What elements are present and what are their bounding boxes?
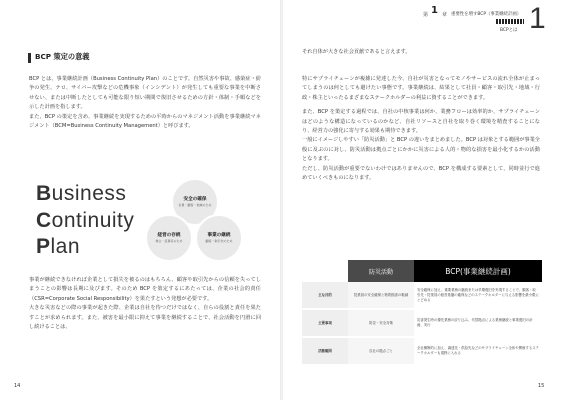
venn-subtitle: 顧客・取引先のため <box>205 239 233 243</box>
paragraph: また、BCP を策定する過程では、自社の中核事業は何か、業務フローは効率的か、サプライチェーンはどのような構造になっているのかなど、自社リソースと自社を取り巻く環境を精査することになり、経営力の強化に寄与する効果も期待できます。 <box>302 109 540 135</box>
bcp-word-continuity: Continuity <box>36 209 135 232</box>
chapter-stripe-decoration <box>496 19 524 24</box>
section-title: BCP 策定の意義 <box>35 52 90 61</box>
page-number-left: 14 <box>14 383 21 389</box>
left-closing-text <box>29 276 261 332</box>
comparison-table <box>302 260 542 364</box>
paragraph: 一般にイメージしやすい「防災活動」と BCP の違いをまとめました。BCP は対象とする範囲が事業全般に及ぶのに対し、防災活動は拠点ごとにかかに災害による人的・物的な損害を最小化するかの活動となります。 <box>302 137 540 163</box>
table-cell: 従業員の安全確保と物的損害の軽減 <box>348 282 414 309</box>
table-cell: 全社横断的に加え、調達先・供給先などのサプライチェーン全体や関係するステークホルダーも視野に入れる <box>414 337 542 364</box>
chapter-suffix: 章 <box>442 12 448 18</box>
bcp-word-business: Business <box>36 182 127 205</box>
paragraph: BCP とは、事業継続計画（Business Continuity Plan）のことです。自然災害や事故、感染症・紛争の発生、テロ、サイバー攻撃などの危機事象（インシデント）が発生しても重要な事業を中断させない、または中断したとしても可能な限り短い期間で復旧させるための方針・体制・手順などを示した計画を指します。 <box>29 76 261 111</box>
right-continuation-text <box>302 48 540 57</box>
table-cell: 災害発生時の優先業務の絞り込み、代替拠点による業務継続と事業復旧の計画、実行 <box>414 309 542 337</box>
chapter-prefix: 第 <box>423 12 429 18</box>
paragraph: 大きな災害などの際の事業が起きた際、企業は自社を待つだけではなく、自らの役割と責任を果たすことが求められます。また、被害を最小限に抑えて事業を継続することで、社会活動を円滑に回し続けることは、 <box>29 305 261 331</box>
paragraph: 特にサプライチェーンが複雑に発達した今、自社が災害となってモノやサービスの流れ全体が止まってしまうのは何としても避けたい事態です。事業継続は、結果として社員・顧客・取引先・地域・行政・株主といったるまざまなステークホルダーの利益に資することができます。 <box>302 76 540 101</box>
left-intro-text <box>29 75 261 131</box>
heading-marker <box>28 53 31 63</box>
paragraph: それ自体が大きな社会貢献であると言えます。 <box>302 49 411 55</box>
chapter-big-number: 1 <box>529 2 546 35</box>
table-cell: 自社の拠点ごと <box>348 337 414 364</box>
row-header: 主な目的 <box>302 282 348 309</box>
bcp-word-plan: Plan <box>36 235 81 258</box>
venn-subtitle: 社員・顧客・地域のため <box>178 203 212 207</box>
venn-title: 経営の存続 <box>157 233 181 238</box>
venn-circle-management <box>145 214 193 262</box>
venn-title: 事業の継続 <box>207 233 231 238</box>
column-header-bcp: BCP(事業継続計画) <box>414 260 542 282</box>
venn-title: 安全の確保 <box>183 197 207 202</box>
page-gutter <box>280 0 283 400</box>
table-row <box>302 282 542 309</box>
table-corner <box>302 260 348 282</box>
paragraph: 事業が継続できなければ企業として損失を被るのはもちろん、顧客や取引先からの信頼を失ってしまうことの影響は長期に及びます。そのため BCP を策定するにあたっては、企業の社会的責任（CSR=Corporate Social Responsibility）を果たすという発想が必要です。 <box>29 277 261 302</box>
row-header: 活動範囲 <box>302 337 348 364</box>
table-cell: 安全確保に加え、重要業務の継続または早期復旧を実現することで、顧客・取引先・従業員の経営基盤の確保などのステークホルダーに与える影響を最小限にとどめる <box>414 282 542 309</box>
table-row <box>302 309 542 337</box>
paragraph: ただし、防災活動が重要でないわけではありませんので、BCP を構成する要素として、同時並行で進めていくべきものになります。 <box>302 165 540 182</box>
venn-diagram <box>124 178 264 264</box>
table-row <box>302 337 542 364</box>
venn-subtitle: 株主・投資家のため <box>155 239 183 243</box>
venn-circle-continuity <box>195 214 243 262</box>
chapter-title: 重要性を増すBCP（事業継続計画） <box>451 12 522 17</box>
column-header-disaster-prevention: 防災活動 <box>348 260 414 282</box>
table-header-row <box>302 260 542 282</box>
chapter-subtitle: BCPとは <box>500 28 518 33</box>
table-cell: 防災・安全対策 <box>348 309 414 337</box>
paragraph: また、BCP の策定を含め、事業継続を実現するための平時からのマネジメント活動を事業継続マネジメント（BCM=Business Continuity Management）と呼びます。 <box>29 113 261 130</box>
page-number-right: 15 <box>538 383 545 389</box>
right-body-text <box>302 75 540 183</box>
row-header: 主要事項 <box>302 309 348 337</box>
chapter-number: 1 <box>431 5 438 16</box>
